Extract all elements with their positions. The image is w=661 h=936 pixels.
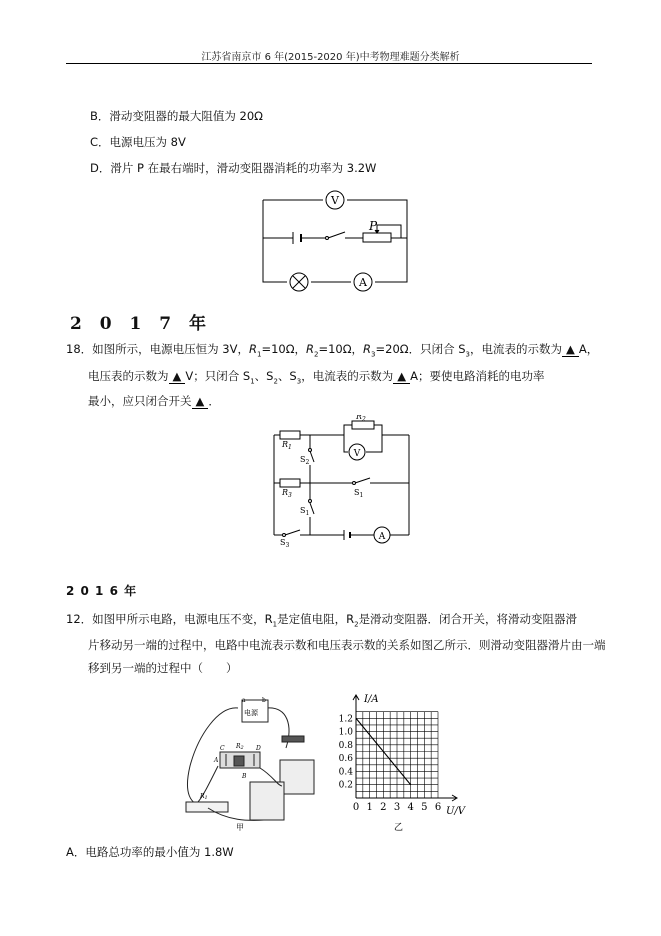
ammeter-label-2: A: [378, 532, 386, 542]
y-tick-label: 1.2: [338, 714, 353, 725]
option-c: C．电源电压为 8V: [90, 135, 186, 149]
figure-caption-left: 甲: [236, 823, 244, 832]
x-tick-label: 2: [380, 802, 387, 813]
answer-blank-3: ▲: [393, 369, 410, 384]
svg-text:A: A: [214, 757, 219, 764]
circuit-diagram-1: [255, 188, 415, 292]
x-tick-label: 6: [434, 802, 442, 813]
svg-text:a: a: [242, 697, 246, 704]
x-tick-label: 0: [352, 802, 360, 813]
option-b: B．滑动变阻器的最大阻值为 20Ω: [90, 109, 263, 123]
svg-text:B: B: [242, 773, 247, 780]
ammeter-label: A: [359, 276, 367, 289]
q12-line1: 12．如图甲所示电路，电源电压不变，$R_1$是定值电阻，$R_2$是滑动变阻器．闭合开关，将滑动变阻器滑: [66, 612, 578, 629]
slider-label: P: [369, 219, 378, 233]
svg-text:R1: R1: [200, 793, 208, 801]
x-tick-label: 5: [421, 802, 428, 813]
year-heading-2017: 2 0 1 7 年: [70, 314, 212, 334]
svg-text:R1: $R_1$: [282, 440, 292, 451]
iu-graph: [334, 690, 474, 834]
x-tick-label: 4: [407, 802, 414, 813]
apparatus-figure: [178, 696, 332, 834]
answer-blank-4: ▲: [192, 394, 209, 409]
answer-blank-2: ▲: [169, 369, 186, 384]
y-tick-label: 1.0: [338, 727, 353, 738]
year-heading-2016: 2 0 1 6 年: [66, 584, 138, 598]
svg-text:电源: 电源: [244, 709, 258, 717]
figure-caption-right: 乙: [394, 823, 404, 833]
svg-text:C: C: [220, 745, 225, 752]
svg-text:S3: $S_3$: [280, 538, 290, 547]
voltmeter-label-2: V: [353, 449, 361, 459]
option-d: D．滑片 P 在最右端时，滑动变阻器消耗的功率为 3.2W: [90, 161, 377, 175]
svg-text:S1: $S_1$: [300, 506, 310, 517]
x-tick-label: 3: [393, 802, 401, 813]
q12-line2: 片移动另一端的过程中，电路中电流表示数和电压表示数的关系如图乙所示．则滑动变阻器滑片由一端: [88, 638, 606, 652]
svg-text:D: D: [256, 745, 261, 752]
svg-text:R2: R2: [236, 743, 244, 751]
q18-line2: 电压表的示数为 ▲ V；只闭合 $S_1$、$S_2$、$S_3$，电流表的示数为 ▲ A；要使电路消耗的电功率: [88, 369, 545, 386]
q18-line1: 18．如图所示，电源电压恒为 3V，$R_1=10\Omega$，$R_2=10\Omega$，$R_3=20\Omega$．只闭合 $S_3$，电流表的示数为 ▲ A，: [66, 342, 599, 359]
voltmeter-label: V: [331, 194, 339, 207]
x-axis-label: U/V: [446, 806, 466, 817]
x-tick-label: 1: [366, 802, 373, 813]
svg-text:S1: $S_1$: [354, 488, 364, 499]
svg-text:R3: $R_3$: [282, 488, 292, 499]
page-header: 江苏省南京市 6 年(2015-2020 年)中考物理难题分类解析: [201, 52, 460, 63]
y-tick-label: 0.2: [338, 780, 353, 791]
y-tick-label: 0.6: [338, 754, 353, 765]
q18-line3: 最小，应只闭合开关 ▲ ．: [88, 394, 220, 408]
answer-blank-1: ▲: [562, 342, 579, 357]
y-tick-label: 0.8: [338, 740, 353, 751]
svg-text:b: b: [262, 697, 266, 704]
svg-text:S2: $S_2$: [300, 455, 310, 466]
svg-text:R2: $R_2$: [356, 415, 366, 423]
y-tick-label: 0.4: [338, 767, 353, 778]
q12-option-a: A．电路总功率的最小值为 1.8W: [66, 845, 234, 859]
circuit-diagram-2: [264, 415, 414, 547]
header-rule: [66, 63, 592, 64]
y-axis-label: I/A: [364, 694, 379, 705]
q12-line3: 移到另一端的过程中（ ）: [88, 661, 238, 675]
